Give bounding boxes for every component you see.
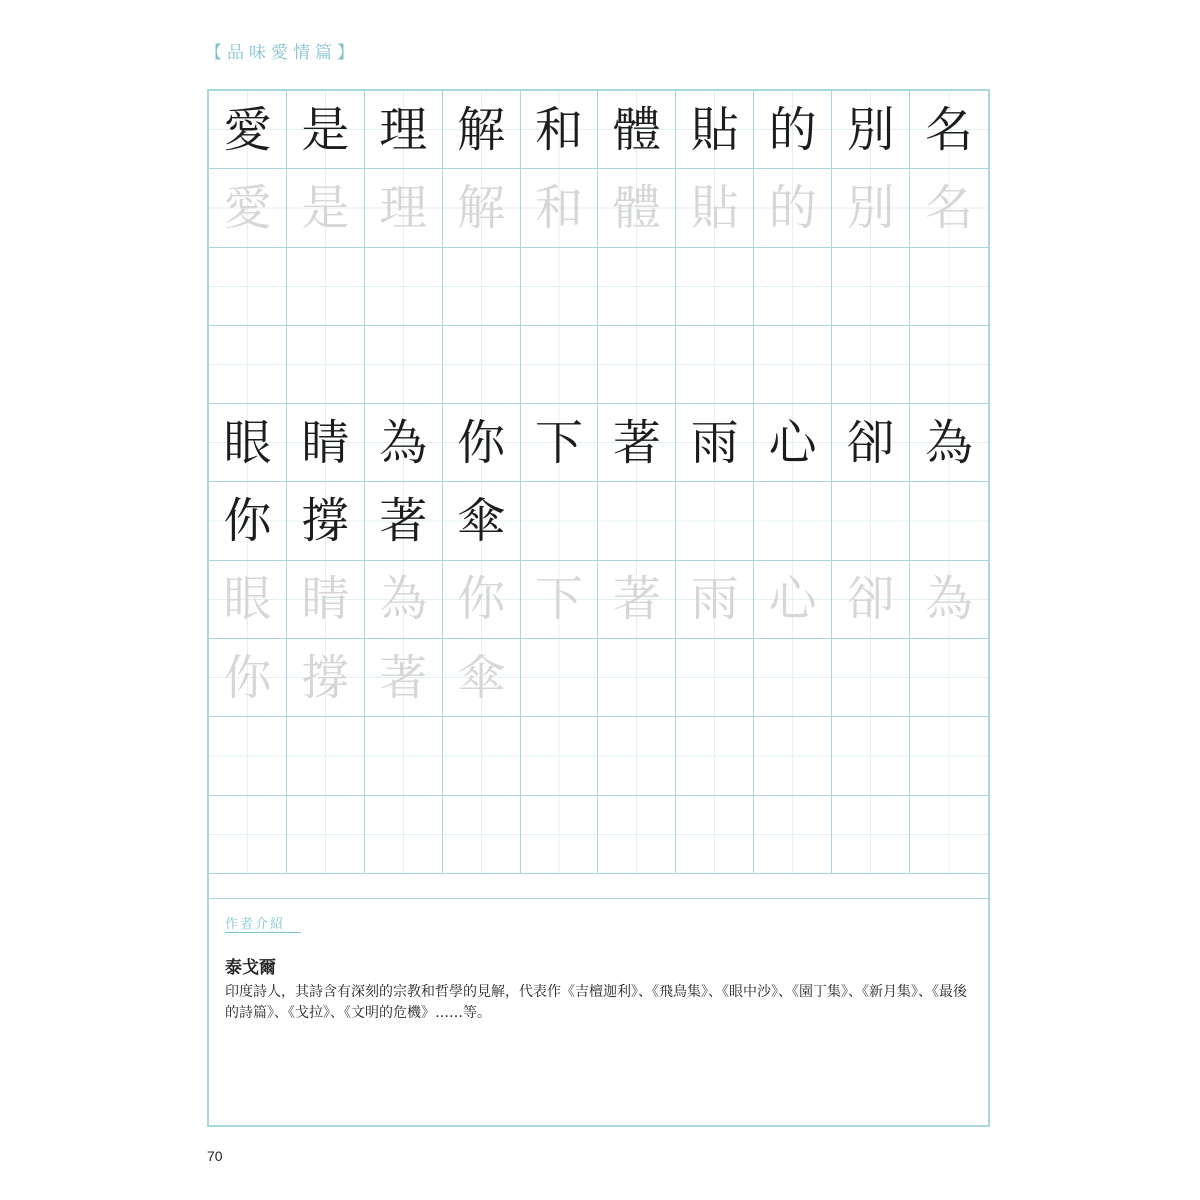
grid-cell: 著: [598, 404, 676, 482]
grid-cell: [754, 482, 832, 560]
grid-cell: [598, 326, 676, 404]
grid-cell: 著: [598, 561, 676, 639]
grid-cell: 睛: [287, 561, 365, 639]
grid-cell: [598, 796, 676, 874]
grid-cell: 傘: [443, 482, 521, 560]
practice-sheet: [207, 89, 990, 1127]
grid-cell: [521, 796, 599, 874]
grid-cell: [832, 796, 910, 874]
grid-cell: 理: [365, 91, 443, 169]
grid-cell: 卻: [832, 404, 910, 482]
section-title: 【品味愛情篇】: [205, 43, 359, 63]
grid-cell: 名: [910, 91, 988, 169]
grid-cell: 和: [521, 169, 599, 247]
grid-cell: [676, 482, 754, 560]
grid-cell: [754, 796, 832, 874]
grid-cell: [910, 482, 988, 560]
grid-cell: 的: [754, 91, 832, 169]
grid-cell: 下: [521, 561, 599, 639]
practice-grid: [209, 91, 988, 874]
grid-cell: 和: [521, 91, 599, 169]
divider-band: [209, 874, 988, 899]
grid-cell: 體: [598, 91, 676, 169]
grid-cell: [832, 717, 910, 795]
grid-cell: 貼: [676, 91, 754, 169]
grid-cell: [365, 326, 443, 404]
page-number: 70: [207, 1148, 223, 1164]
grid-cell: [754, 717, 832, 795]
grid-cell: 眼: [209, 561, 287, 639]
grid-cell: 雨: [676, 561, 754, 639]
grid-cell: 體: [598, 169, 676, 247]
grid-cell: 你: [443, 561, 521, 639]
grid-cell: 是: [287, 91, 365, 169]
grid-cell: [443, 717, 521, 795]
grid-cell: [209, 248, 287, 326]
grid-cell: [209, 717, 287, 795]
grid-cell: 別: [832, 91, 910, 169]
grid-cell: [365, 248, 443, 326]
grid-cell: [209, 796, 287, 874]
grid-cell: 為: [365, 404, 443, 482]
grid-cell: 撐: [287, 639, 365, 717]
grid-cell: 愛: [209, 91, 287, 169]
grid-cell: 名: [910, 169, 988, 247]
grid-cell: [287, 248, 365, 326]
grid-cell: 雨: [676, 404, 754, 482]
grid-cell: 你: [209, 639, 287, 717]
grid-cell: 是: [287, 169, 365, 247]
grid-cell: 愛: [209, 169, 287, 247]
grid-cell: [832, 639, 910, 717]
author-name: 泰戈爾: [225, 958, 276, 978]
grid-cell: [521, 482, 599, 560]
grid-cell: 你: [443, 404, 521, 482]
grid-cell: [443, 248, 521, 326]
grid-cell: [521, 717, 599, 795]
author-bio: 印度詩人，其詩含有深刻的宗教和哲學的見解，代表作《吉檀迦利》、《飛鳥集》、《眼中沙》、《園丁集》、《新月集》、《最後的詩篇》、《戈拉》、《文明的危機》……等。: [225, 984, 967, 1021]
grid-cell: 下: [521, 404, 599, 482]
grid-cell: [910, 639, 988, 717]
grid-cell: [832, 326, 910, 404]
grid-cell: [676, 248, 754, 326]
author-heading: 作者介紹: [225, 913, 301, 933]
grid-cell: [676, 717, 754, 795]
grid-cell: [521, 248, 599, 326]
author-introduction: [225, 913, 972, 1024]
grid-cell: [676, 326, 754, 404]
grid-cell: [676, 796, 754, 874]
grid-cell: [598, 717, 676, 795]
grid-cell: 你: [209, 482, 287, 560]
grid-cell: 著: [365, 482, 443, 560]
grid-cell: 別: [832, 169, 910, 247]
grid-cell: 心: [754, 561, 832, 639]
grid-cell: 的: [754, 169, 832, 247]
grid-cell: [365, 717, 443, 795]
grid-cell: 著: [365, 639, 443, 717]
grid-cell: 為: [910, 561, 988, 639]
grid-cell: [365, 796, 443, 874]
grid-cell: 為: [910, 404, 988, 482]
grid-cell: [832, 482, 910, 560]
grid-cell: [676, 639, 754, 717]
grid-cell: [910, 717, 988, 795]
grid-cell: [443, 326, 521, 404]
grid-cell: 貼: [676, 169, 754, 247]
grid-cell: 睛: [287, 404, 365, 482]
grid-cell: [598, 482, 676, 560]
grid-cell: [209, 326, 287, 404]
grid-cell: 心: [754, 404, 832, 482]
grid-cell: 眼: [209, 404, 287, 482]
grid-cell: 傘: [443, 639, 521, 717]
grid-cell: 為: [365, 561, 443, 639]
grid-cell: [287, 717, 365, 795]
grid-cell: 撐: [287, 482, 365, 560]
grid-cell: [910, 248, 988, 326]
grid-cell: [832, 248, 910, 326]
grid-cell: 理: [365, 169, 443, 247]
grid-cell: [443, 796, 521, 874]
grid-cell: 解: [443, 91, 521, 169]
grid-cell: [754, 639, 832, 717]
grid-cell: [287, 326, 365, 404]
grid-cell: [754, 248, 832, 326]
grid-cell: 卻: [832, 561, 910, 639]
grid-cell: [287, 796, 365, 874]
grid-cell: 解: [443, 169, 521, 247]
grid-cell: [910, 796, 988, 874]
grid-cell: [910, 326, 988, 404]
grid-cell: [598, 248, 676, 326]
grid-cell: [598, 639, 676, 717]
grid-cell: [521, 326, 599, 404]
grid-cell: [754, 326, 832, 404]
grid-cell: [521, 639, 599, 717]
